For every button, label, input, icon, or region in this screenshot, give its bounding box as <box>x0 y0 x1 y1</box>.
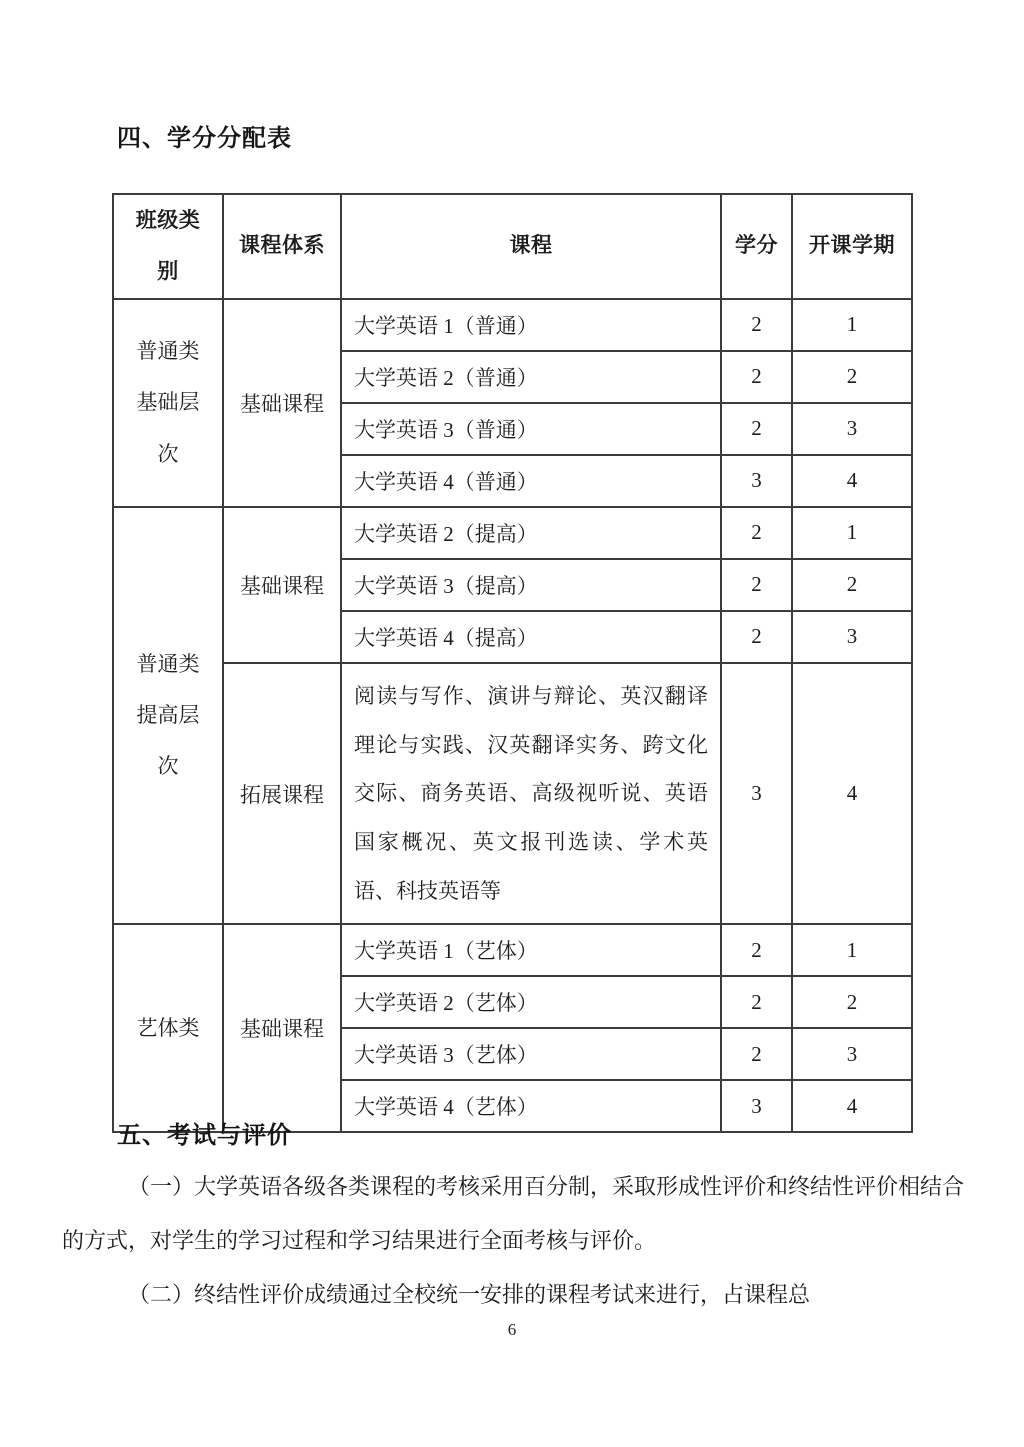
course-semester: 1 <box>792 507 912 559</box>
course-name: 大学英语 1（艺体） <box>341 924 721 976</box>
table-row-expansion-courses <box>113 663 912 925</box>
category-label: 普通类提高层次 <box>136 651 200 779</box>
course-name: 大学英语 4（普通） <box>341 455 721 507</box>
course-credits: 2 <box>721 924 792 976</box>
table-row <box>113 924 912 976</box>
header-semester: 开课学期 <box>792 194 912 299</box>
section-4-heading: 四、学分分配表 <box>117 125 292 152</box>
course-credits: 2 <box>721 507 792 559</box>
course-credits: 3 <box>721 1080 792 1132</box>
course-semester: 3 <box>792 611 912 663</box>
course-semester: 4 <box>792 663 912 925</box>
course-semester: 2 <box>792 351 912 403</box>
course-credits: 3 <box>721 455 792 507</box>
header-class-category-label: 班级类别 <box>135 209 201 284</box>
course-name: 大学英语 2（提高） <box>341 507 721 559</box>
course-credits: 3 <box>721 663 792 925</box>
paragraph-evaluation-1: （一）大学英语各级各类课程的考核采用百分制，采取形成性评价和终结性评价相结合的方式，对学生的学习过程和学习结果进行全面考核与评价。 <box>62 1174 965 1253</box>
course-name: 大学英语 2（普通） <box>341 351 721 403</box>
course-credits: 2 <box>721 403 792 455</box>
category-cell-general-basic <box>113 299 223 507</box>
course-name: 大学英语 3（艺体） <box>341 1028 721 1080</box>
course-semester: 2 <box>792 559 912 611</box>
course-name: 阅读与写作、演讲与辩论、英汉翻译理论与实践、汉英翻译实务、跨文化交际、商务英语、高级视听说、英语国家概况、英文报刊选读、学术英语、科技英语等 <box>341 663 721 925</box>
course-name: 大学英语 3（普通） <box>341 403 721 455</box>
header-course: 课程 <box>341 194 721 299</box>
page-number: 6 <box>507 1320 517 1339</box>
course-name: 大学英语 4（提高） <box>341 611 721 663</box>
system-cell-expansion: 拓展课程 <box>223 663 341 925</box>
system-cell-basic-2: 基础课程 <box>223 507 341 663</box>
course-name: 大学英语 4（艺体） <box>341 1080 721 1132</box>
credit-distribution-table <box>112 193 913 1133</box>
course-name: 大学英语 1（普通） <box>341 299 721 351</box>
course-credits: 2 <box>721 611 792 663</box>
header-course-system: 课程体系 <box>223 194 341 299</box>
course-semester: 1 <box>792 924 912 976</box>
table-header-row <box>113 194 912 299</box>
category-cell-art-sports <box>113 924 223 1132</box>
category-label: 艺体类 <box>136 1015 200 1040</box>
course-semester: 4 <box>792 455 912 507</box>
course-semester: 3 <box>792 403 912 455</box>
system-cell-basic-3: 基础课程 <box>223 924 341 1132</box>
section-5-heading: 五、考试与评价 <box>117 1122 292 1149</box>
header-class-category <box>113 194 223 299</box>
table-row <box>113 507 912 559</box>
system-cell-basic-1: 基础课程 <box>223 299 341 507</box>
course-credits: 2 <box>721 976 792 1028</box>
header-credits: 学分 <box>721 194 792 299</box>
course-name: 大学英语 2（艺体） <box>341 976 721 1028</box>
course-name: 大学英语 3（提高） <box>341 559 721 611</box>
course-credits: 2 <box>721 351 792 403</box>
table-row <box>113 299 912 351</box>
course-credits: 2 <box>721 1028 792 1080</box>
category-cell-general-advanced <box>113 507 223 925</box>
course-semester: 4 <box>792 1080 912 1132</box>
paragraph-evaluation-2: （二）终结性评价成绩通过全校统一安排的课程考试来进行，占课程总 <box>128 1282 811 1307</box>
course-semester: 3 <box>792 1028 912 1080</box>
course-semester: 2 <box>792 976 912 1028</box>
category-label: 普通类基础层次 <box>136 338 200 466</box>
course-semester: 1 <box>792 299 912 351</box>
course-credits: 2 <box>721 299 792 351</box>
course-credits: 2 <box>721 559 792 611</box>
